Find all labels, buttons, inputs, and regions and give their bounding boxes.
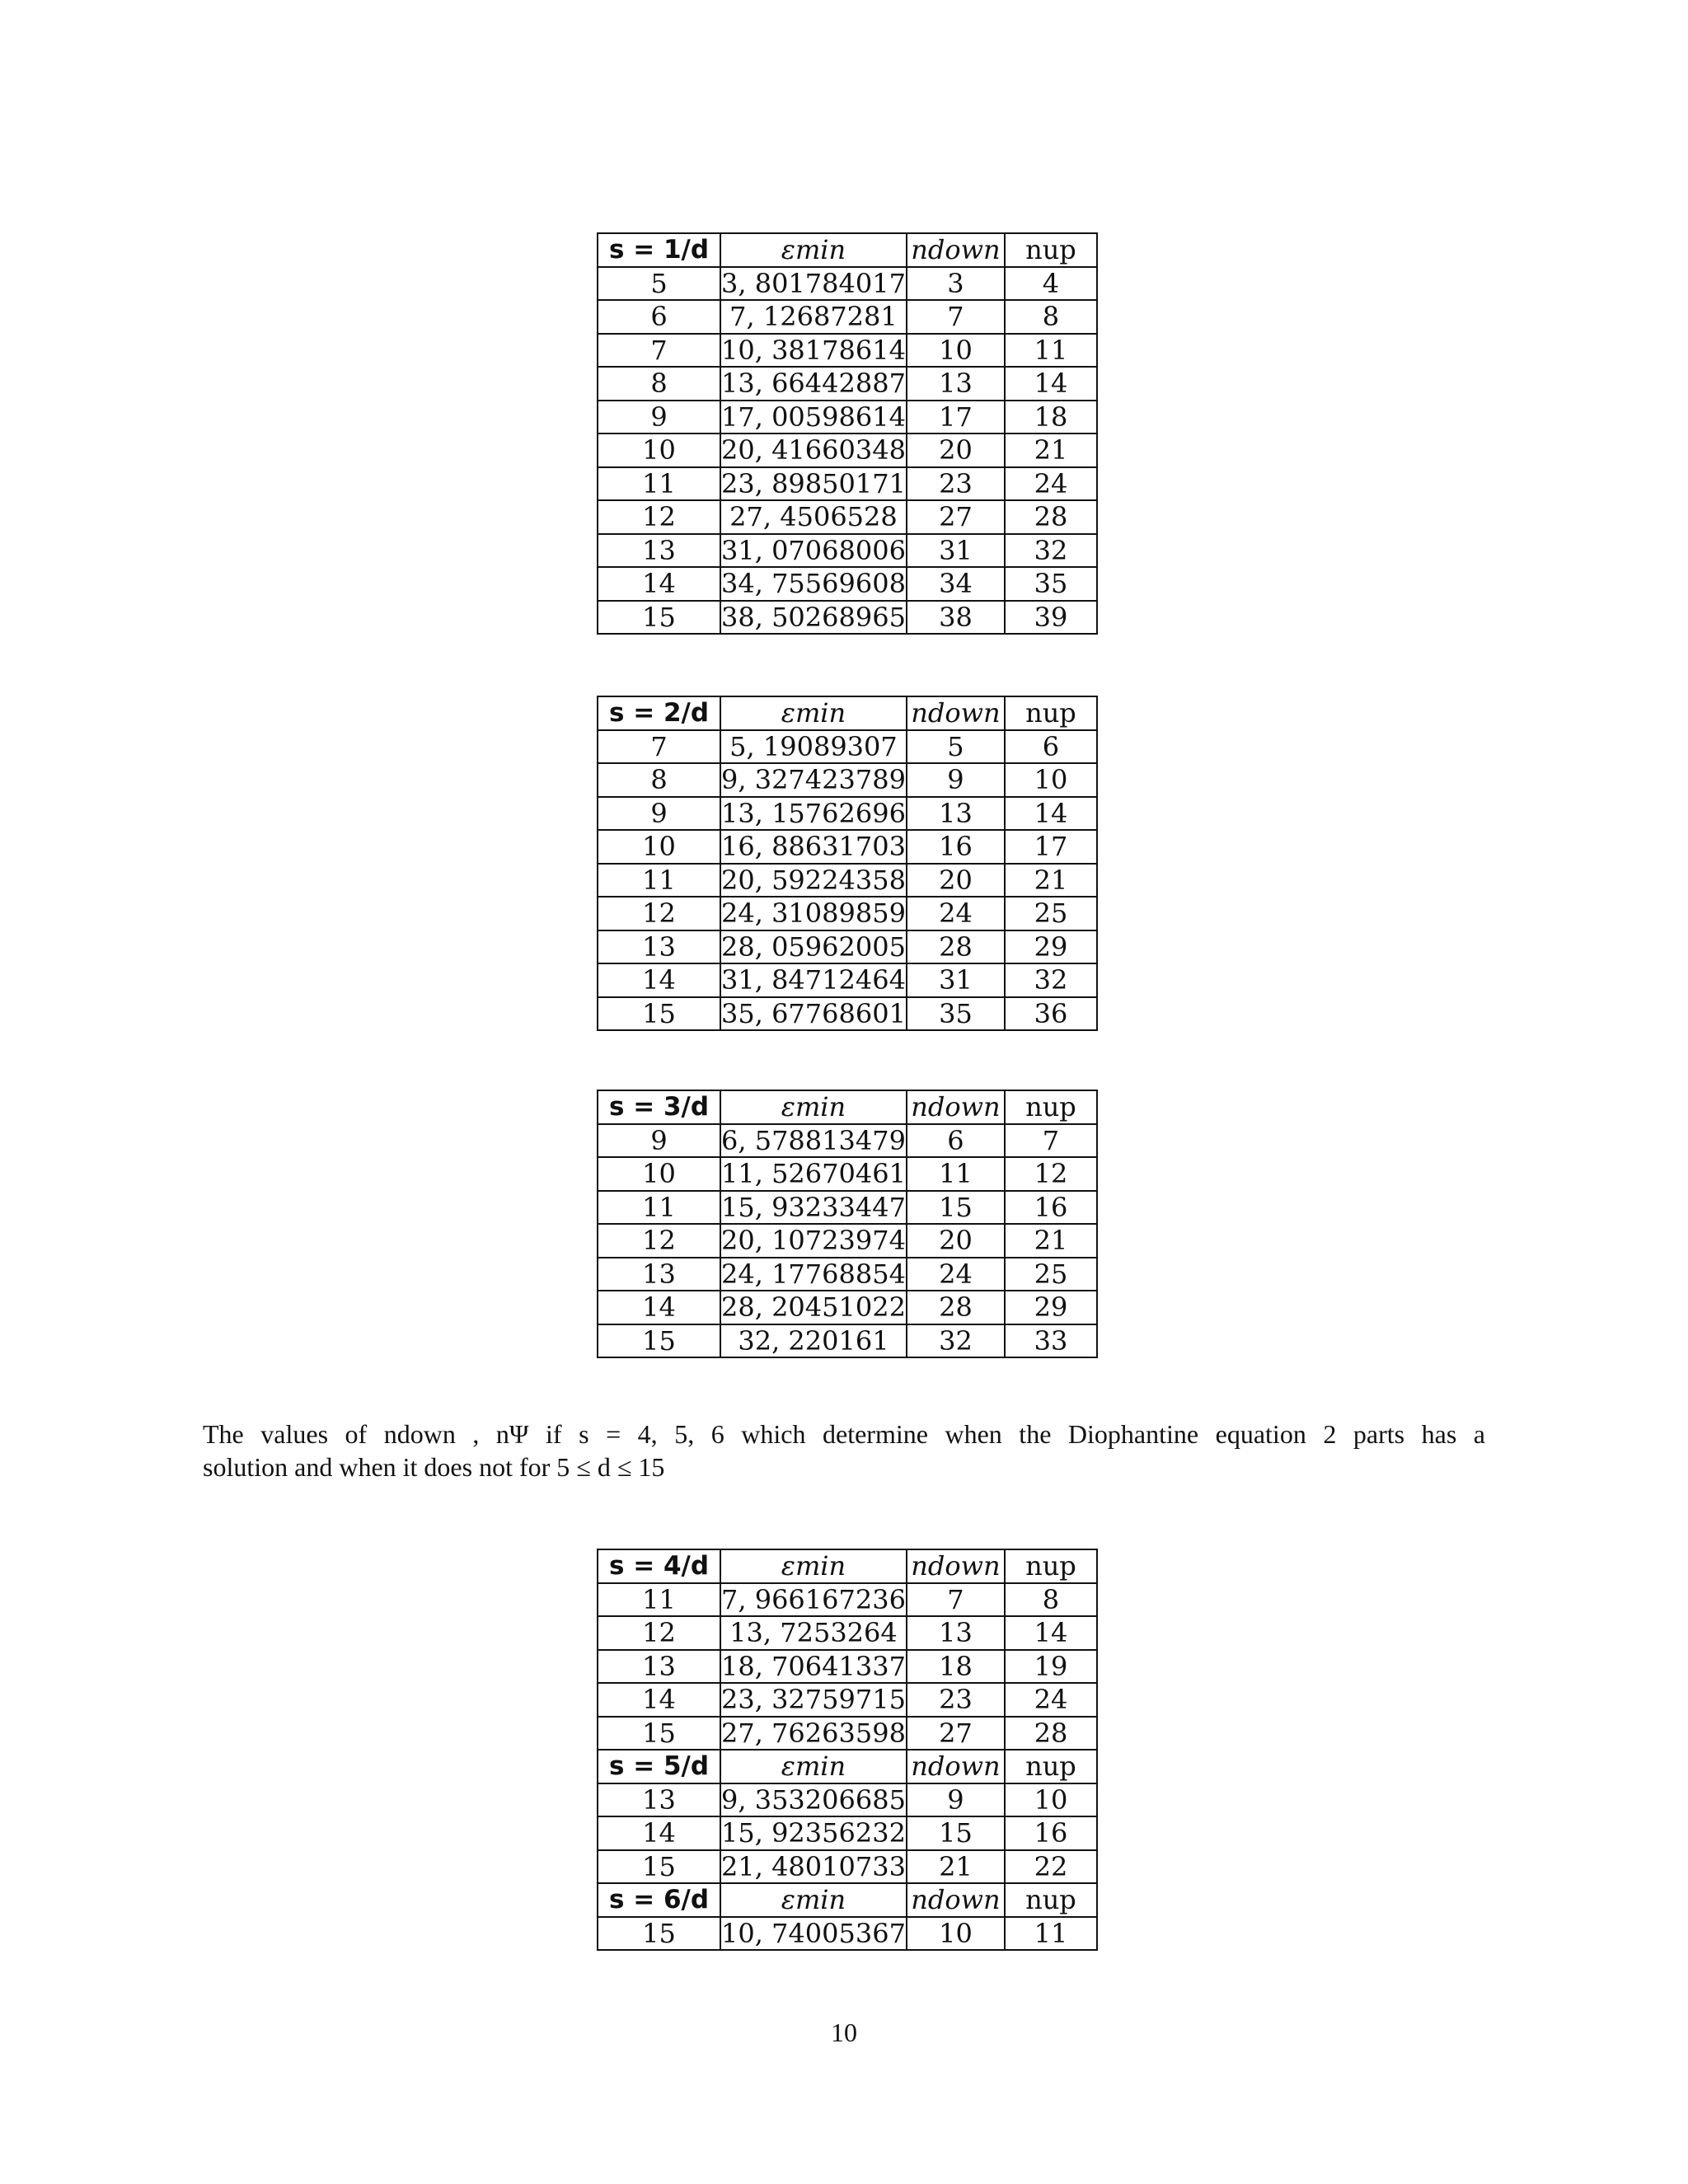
header-epsilon-min: εmin xyxy=(720,1883,907,1917)
table-s4-s5-s6 xyxy=(597,1549,1098,1951)
cell-n-down: 35 xyxy=(907,997,1005,1031)
cell-d: 14 xyxy=(598,963,720,997)
cell-n-down: 27 xyxy=(907,500,1005,534)
cell-n-down: 31 xyxy=(907,963,1005,997)
cell-d: 14 xyxy=(598,1816,720,1850)
cell-n-up: 32 xyxy=(1005,963,1097,997)
header-n-down: ndown xyxy=(907,696,1005,730)
cell-d: 7 xyxy=(598,730,720,764)
table-row xyxy=(598,401,1097,434)
body-paragraph xyxy=(203,1418,1485,1483)
table-header-row xyxy=(598,233,1097,267)
table-s2 xyxy=(597,696,1098,1031)
header-n-down: ndown xyxy=(907,1750,1005,1783)
cell-n-down: 10 xyxy=(907,334,1005,368)
table-s1 xyxy=(597,232,1098,635)
cell-n-down: 31 xyxy=(907,534,1005,568)
cell-d: 12 xyxy=(598,897,720,930)
cell-epsilon-min: 20, 41660348 xyxy=(721,434,906,466)
paragraph-line-1: The values of ndown , nΨ if s = 4, 5, 6 which determine when the Diophantine equation 2 parts has a xyxy=(203,1419,1485,1449)
cell-n-up: 19 xyxy=(1005,1650,1097,1684)
cell-d: 12 xyxy=(598,1616,720,1650)
cell-epsilon-min: 5, 19089307 xyxy=(720,730,907,764)
table-row xyxy=(598,267,1097,301)
header-epsilon-min: εmin xyxy=(720,1090,907,1124)
cell-d: 14 xyxy=(598,567,720,601)
cell-epsilon-min: 23, 89850171 xyxy=(721,467,906,499)
table-row xyxy=(598,1783,1097,1817)
cell-n-down: 7 xyxy=(907,1583,1005,1617)
cell-n-up: 12 xyxy=(1005,1157,1097,1191)
cell-n-up: 10 xyxy=(1005,1783,1097,1817)
cell-epsilon-min: 35, 67768601 xyxy=(721,997,906,1029)
cell-n-up: 29 xyxy=(1005,1291,1097,1324)
table-row xyxy=(598,534,1097,568)
table-row xyxy=(598,897,1097,930)
cell-d: 13 xyxy=(598,1783,720,1817)
cell-n-down: 32 xyxy=(907,1324,1005,1358)
table-header-row xyxy=(598,1883,1097,1917)
cell-n-up: 18 xyxy=(1005,401,1097,434)
table-row xyxy=(598,1850,1097,1884)
table-row xyxy=(598,1917,1097,1951)
header-n-down: ndown xyxy=(907,1090,1005,1124)
cell-n-down: 28 xyxy=(907,1291,1005,1324)
cell-n-down: 11 xyxy=(907,1157,1005,1191)
cell-n-down: 18 xyxy=(907,1650,1005,1684)
cell-d: 11 xyxy=(598,1583,720,1617)
table-header-row xyxy=(598,1090,1097,1124)
cell-d: 12 xyxy=(598,1224,720,1258)
cell-epsilon-min: 13, 7253264 xyxy=(720,1616,907,1650)
cell-d: 9 xyxy=(598,401,720,434)
cell-d: 9 xyxy=(598,797,720,831)
cell-d: 13 xyxy=(598,1258,720,1291)
cell-d: 11 xyxy=(598,467,720,501)
cell-n-up: 4 xyxy=(1005,267,1097,301)
table-row xyxy=(598,1650,1097,1684)
cell-d: 13 xyxy=(598,534,720,568)
table-row xyxy=(598,1324,1097,1358)
cell-epsilon-min: 38, 50268965 xyxy=(721,601,906,633)
cell-n-up: 28 xyxy=(1005,1717,1097,1750)
table-row xyxy=(598,367,1097,401)
cell-n-down: 7 xyxy=(907,300,1005,334)
cell-n-down: 20 xyxy=(907,434,1005,467)
cell-n-down: 13 xyxy=(907,797,1005,831)
table-row xyxy=(598,1816,1097,1850)
cell-d: 12 xyxy=(598,500,720,534)
header-s: s = 5/d xyxy=(598,1750,720,1783)
cell-n-up: 7 xyxy=(1005,1124,1097,1158)
cell-n-up: 14 xyxy=(1005,367,1097,401)
cell-n-down: 10 xyxy=(907,1917,1005,1951)
cell-d: 10 xyxy=(598,830,720,864)
header-n-down: ndown xyxy=(907,233,1005,267)
cell-epsilon-min: 10, 74005367 xyxy=(721,1917,906,1949)
header-epsilon-min: εmin xyxy=(720,1750,907,1783)
cell-n-up: 8 xyxy=(1005,1583,1097,1617)
cell-d: 5 xyxy=(598,267,720,301)
header-epsilon-min: εmin xyxy=(720,1549,907,1583)
cell-n-up: 10 xyxy=(1005,763,1097,797)
cell-epsilon-min: 17, 00598614 xyxy=(721,401,906,433)
cell-d: 15 xyxy=(598,997,720,1031)
table-header-row xyxy=(598,696,1097,730)
cell-epsilon-min: 16, 88631703 xyxy=(721,831,906,863)
cell-epsilon-min: 27, 4506528 xyxy=(720,500,907,534)
cell-n-up: 21 xyxy=(1005,434,1097,467)
cell-d: 10 xyxy=(598,1157,720,1191)
cell-epsilon-min: 28, 20451022 xyxy=(721,1291,906,1324)
cell-epsilon-min: 31, 07068006 xyxy=(721,534,906,566)
cell-epsilon-min: 13, 66442887 xyxy=(721,368,906,400)
cell-n-down: 38 xyxy=(907,601,1005,635)
cell-d: 10 xyxy=(598,434,720,467)
cell-epsilon-min: 15, 93233447 xyxy=(721,1191,906,1223)
cell-epsilon-min: 20, 10723974 xyxy=(721,1225,906,1257)
cell-n-down: 15 xyxy=(907,1191,1005,1225)
header-n-up: nup xyxy=(1005,233,1097,267)
cell-epsilon-min: 7, 12687281 xyxy=(720,300,907,334)
cell-d: 9 xyxy=(598,1124,720,1158)
cell-epsilon-min: 23, 32759715 xyxy=(721,1684,906,1716)
cell-epsilon-min: 20, 59224358 xyxy=(721,864,906,896)
cell-n-up: 16 xyxy=(1005,1816,1097,1850)
cell-epsilon-min: 28, 05962005 xyxy=(721,930,906,963)
cell-d: 15 xyxy=(598,1850,720,1884)
cell-epsilon-min: 21, 48010733 xyxy=(721,1850,906,1882)
cell-n-up: 21 xyxy=(1005,864,1097,898)
cell-epsilon-min: 10, 38178614 xyxy=(721,334,906,366)
header-n-up: nup xyxy=(1005,696,1097,730)
cell-d: 8 xyxy=(598,367,720,401)
cell-n-up: 14 xyxy=(1005,797,1097,831)
table-row xyxy=(598,1717,1097,1750)
cell-n-down: 9 xyxy=(907,1783,1005,1817)
header-s: s = 4/d xyxy=(598,1549,720,1583)
table-row xyxy=(598,334,1097,368)
cell-n-down: 20 xyxy=(907,864,1005,898)
cell-d: 15 xyxy=(598,601,720,635)
cell-epsilon-min: 15, 92356232 xyxy=(721,1817,906,1849)
cell-n-up: 17 xyxy=(1005,830,1097,864)
table-row xyxy=(598,1124,1097,1158)
cell-n-down: 13 xyxy=(907,1616,1005,1650)
header-n-down: ndown xyxy=(907,1549,1005,1583)
cell-n-down: 15 xyxy=(907,1816,1005,1850)
cell-n-up: 16 xyxy=(1005,1191,1097,1225)
table-row xyxy=(598,930,1097,964)
header-epsilon-min: εmin xyxy=(720,696,907,730)
cell-epsilon-min: 7, 966167236 xyxy=(721,1583,906,1615)
cell-n-up: 25 xyxy=(1005,897,1097,930)
header-s: s = 3/d xyxy=(598,1090,720,1124)
cell-d: 8 xyxy=(598,763,720,797)
table-row xyxy=(598,1616,1097,1650)
table-row xyxy=(598,830,1097,864)
cell-n-down: 21 xyxy=(907,1850,1005,1884)
cell-epsilon-min: 27, 76263598 xyxy=(721,1717,906,1749)
table-row xyxy=(598,1291,1097,1324)
table-row xyxy=(598,467,1097,501)
cell-epsilon-min: 18, 70641337 xyxy=(721,1650,906,1682)
cell-n-down: 13 xyxy=(907,367,1005,401)
cell-n-up: 29 xyxy=(1005,930,1097,964)
cell-d: 14 xyxy=(598,1291,720,1324)
header-n-up: nup xyxy=(1005,1090,1097,1124)
header-s: s = 6/d xyxy=(598,1883,720,1917)
cell-n-up: 35 xyxy=(1005,567,1097,601)
cell-n-up: 11 xyxy=(1005,334,1097,368)
cell-n-up: 8 xyxy=(1005,300,1097,334)
cell-n-up: 21 xyxy=(1005,1224,1097,1258)
cell-n-down: 20 xyxy=(907,1224,1005,1258)
table-row xyxy=(598,434,1097,467)
cell-n-down: 17 xyxy=(907,401,1005,434)
table-row xyxy=(598,1583,1097,1617)
table-row xyxy=(598,567,1097,601)
cell-n-up: 36 xyxy=(1005,997,1097,1031)
table-row xyxy=(598,1157,1097,1191)
header-n-up: nup xyxy=(1005,1750,1097,1783)
cell-n-down: 23 xyxy=(907,467,1005,501)
cell-epsilon-min: 3, 801784017 xyxy=(721,267,906,299)
cell-n-up: 33 xyxy=(1005,1324,1097,1358)
cell-epsilon-min: 6, 578813479 xyxy=(721,1124,906,1156)
cell-n-down: 34 xyxy=(907,567,1005,601)
cell-n-up: 24 xyxy=(1005,1683,1097,1717)
cell-d: 11 xyxy=(598,1191,720,1225)
cell-n-down: 6 xyxy=(907,1124,1005,1158)
cell-n-down: 27 xyxy=(907,1717,1005,1750)
table-row xyxy=(598,763,1097,797)
cell-epsilon-min: 9, 327423789 xyxy=(721,764,906,796)
cell-epsilon-min: 11, 52670461 xyxy=(721,1158,906,1190)
header-s: s = 1/d xyxy=(598,233,720,267)
table-s3 xyxy=(597,1090,1098,1358)
cell-epsilon-min: 31, 84712464 xyxy=(721,964,906,996)
table-row xyxy=(598,300,1097,334)
table-row xyxy=(598,1683,1097,1717)
header-n-up: nup xyxy=(1005,1549,1097,1583)
cell-epsilon-min: 34, 75569608 xyxy=(721,568,906,600)
table-row xyxy=(598,500,1097,534)
cell-d: 15 xyxy=(598,1917,720,1951)
cell-d: 6 xyxy=(598,300,720,334)
cell-n-down: 5 xyxy=(907,730,1005,764)
table-header-row xyxy=(598,1750,1097,1783)
cell-n-up: 32 xyxy=(1005,534,1097,568)
cell-n-up: 11 xyxy=(1005,1917,1097,1951)
cell-epsilon-min: 13, 15762696 xyxy=(721,797,906,829)
table-row xyxy=(598,730,1097,764)
cell-n-up: 39 xyxy=(1005,601,1097,635)
header-n-up: nup xyxy=(1005,1883,1097,1917)
page-number: 10 xyxy=(831,2018,857,2047)
cell-epsilon-min: 24, 17768854 xyxy=(721,1258,906,1290)
cell-n-down: 24 xyxy=(907,897,1005,930)
table-row xyxy=(598,1191,1097,1225)
header-n-down: ndown xyxy=(907,1883,1005,1917)
cell-epsilon-min: 24, 31089859 xyxy=(721,898,906,930)
cell-n-down: 23 xyxy=(907,1683,1005,1717)
table-row xyxy=(598,997,1097,1031)
cell-d: 13 xyxy=(598,930,720,964)
cell-n-down: 24 xyxy=(907,1258,1005,1291)
paragraph-line-2: solution and when it does not for 5 ≤ d ≤ 15 xyxy=(203,1452,665,1482)
table-row xyxy=(598,963,1097,997)
table-row xyxy=(598,864,1097,898)
table-row xyxy=(598,1258,1097,1291)
cell-epsilon-min: 32, 220161 xyxy=(720,1324,907,1358)
cell-d: 11 xyxy=(598,864,720,898)
cell-n-up: 28 xyxy=(1005,500,1097,534)
cell-n-down: 9 xyxy=(907,763,1005,797)
table-row xyxy=(598,1224,1097,1258)
cell-d: 15 xyxy=(598,1717,720,1750)
cell-n-up: 22 xyxy=(1005,1850,1097,1884)
cell-n-down: 3 xyxy=(907,267,1005,301)
header-epsilon-min: εmin xyxy=(720,233,907,267)
cell-n-up: 24 xyxy=(1005,467,1097,501)
cell-d: 13 xyxy=(598,1650,720,1684)
cell-n-down: 16 xyxy=(907,830,1005,864)
cell-n-up: 25 xyxy=(1005,1258,1097,1291)
cell-n-up: 6 xyxy=(1005,730,1097,764)
table-row xyxy=(598,797,1097,831)
cell-d: 15 xyxy=(598,1324,720,1358)
cell-d: 14 xyxy=(598,1683,720,1717)
table-row xyxy=(598,601,1097,635)
table-header-row xyxy=(598,1549,1097,1583)
cell-n-down: 28 xyxy=(907,930,1005,964)
cell-n-up: 14 xyxy=(1005,1616,1097,1650)
cell-d: 7 xyxy=(598,334,720,368)
cell-epsilon-min: 9, 353206685 xyxy=(721,1783,906,1816)
header-s: s = 2/d xyxy=(598,696,720,730)
